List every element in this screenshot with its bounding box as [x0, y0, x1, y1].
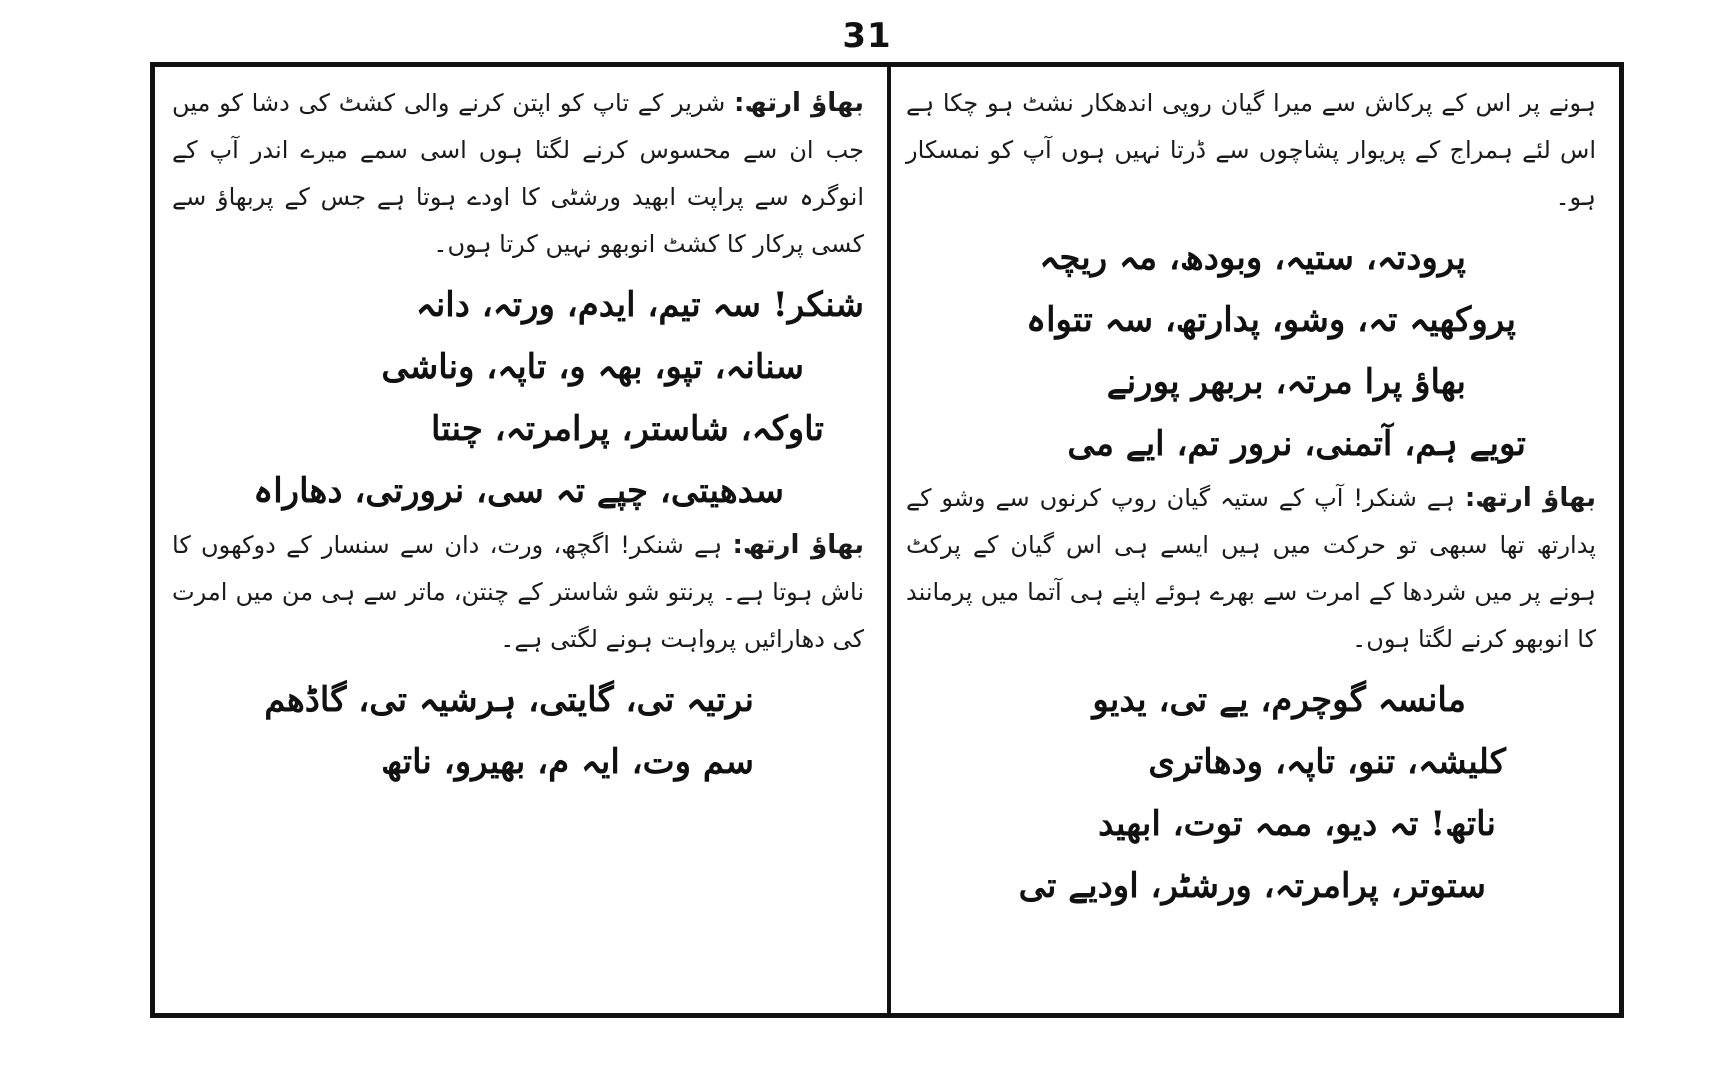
- right-verse-2: [906, 669, 1596, 917]
- left-column: [162, 72, 880, 1008]
- right-verse-1: [906, 227, 1596, 475]
- right-meaning-paragraph: [906, 475, 1596, 663]
- verse-line: تویے ہم، آتمنی، نرور تم، ایے می: [1067, 424, 1526, 464]
- meaning-text: شریر کے تاپ کو اپتن کرنے والی کشٹ کی دشا کو میں جب ان سے محسوس کرنے لگتا ہوں اسی سمے میرے اندر آپ کے انوگرہ سے پراپت ابھید ورشٹی کا اودے ہوتا ہے جس کے پربھاؤ سے کسی پرکار کا کشٹ انوبھو نہیں کرتا ہوں۔: [172, 89, 864, 258]
- verse-line: ستوتر، پرامرتہ، ورشٹر، اودیے تی: [1018, 866, 1486, 906]
- verse-line: پروکھیہ تہ، وشو، پدارتھ، سہ تتواہ: [1026, 300, 1516, 340]
- left-verse-2: [172, 669, 864, 793]
- right-column: [896, 72, 1612, 1008]
- verse-line: مانسہ گوچرم، یے تی، یدیو: [1092, 680, 1466, 720]
- meaning-text: ہے شنکر! آپ کے ستیہ گیان روپ کرنوں سے وشو کے پدارتھ تھا سبھی تو حرکت میں ہیں ایسے ہی اس گیان کے پرکٹ ہونے پر میں شردھا کے امرت سے بھرے ہوئے اپنے ہی آتما میں پرمانند کا انوبھو کرنے لگتا ہوں۔: [906, 484, 1596, 653]
- right-intro-paragraph: ہونے پر اس کے پرکاش سے میرا گیان روپی اندھکار نشٹ ہو چکا ہے اس لئے ہمراج کے پریوار پشاچوں سے ڈرتا نہیں ہوں آپ کو نمسکار ہو۔: [906, 89, 1596, 211]
- meaning-text: ہے شنکر! اگچھ، ورت، دان سے سنسار کے دوکھوں کا ناش ہوتا ہے۔ پرنتو شو شاستر کے چنتن، ماتر سے ہی من میں امرت کی دھارائیں پرواہت ہونے لگتی ہے۔: [172, 531, 864, 653]
- meaning-label: بھاؤ ارتھ:: [1464, 483, 1597, 513]
- verse-line: کلیشہ، تنو، تاپہ، ودھاتری: [1148, 742, 1506, 782]
- meaning-label: بھاؤ ارتھ:: [732, 530, 864, 560]
- page-number: 31: [842, 16, 892, 56]
- left-meaning-paragraph-1: [172, 80, 864, 268]
- verse-line: سنانہ، تپو، بھہ و، تاپہ، وناشی: [381, 347, 804, 387]
- left-verse-1: [172, 274, 864, 522]
- verse-line: سدھیتی، چپے تہ سی، نرورتی، دھاراہ: [253, 471, 784, 511]
- column-divider: [887, 62, 891, 1018]
- verse-line: بھاؤ پرا مرتہ، بربھر پورنے: [1106, 362, 1466, 402]
- verse-line: نرتیہ تی، گایتی، ہرشیہ تی، گاڈھم: [264, 680, 754, 720]
- verse-line: شنکر! سہ تیم، ایدم، ورتہ، دانہ: [415, 285, 864, 325]
- meaning-label: بھاؤ ارتھ:: [734, 88, 864, 118]
- verse-line: پرودتہ، ستیہ، وبودھ، مہ ریچہ: [1039, 238, 1466, 278]
- verse-line: ناتھ! تہ دیو، ممہ توت، ابھید: [1098, 804, 1496, 844]
- verse-line: سم وت، ایہ م، بھیرو، ناتھ: [381, 742, 754, 782]
- left-meaning-paragraph-2: [172, 522, 864, 663]
- verse-line: تاوکہ، شاستر، پرامرتہ، چنتا: [430, 409, 824, 449]
